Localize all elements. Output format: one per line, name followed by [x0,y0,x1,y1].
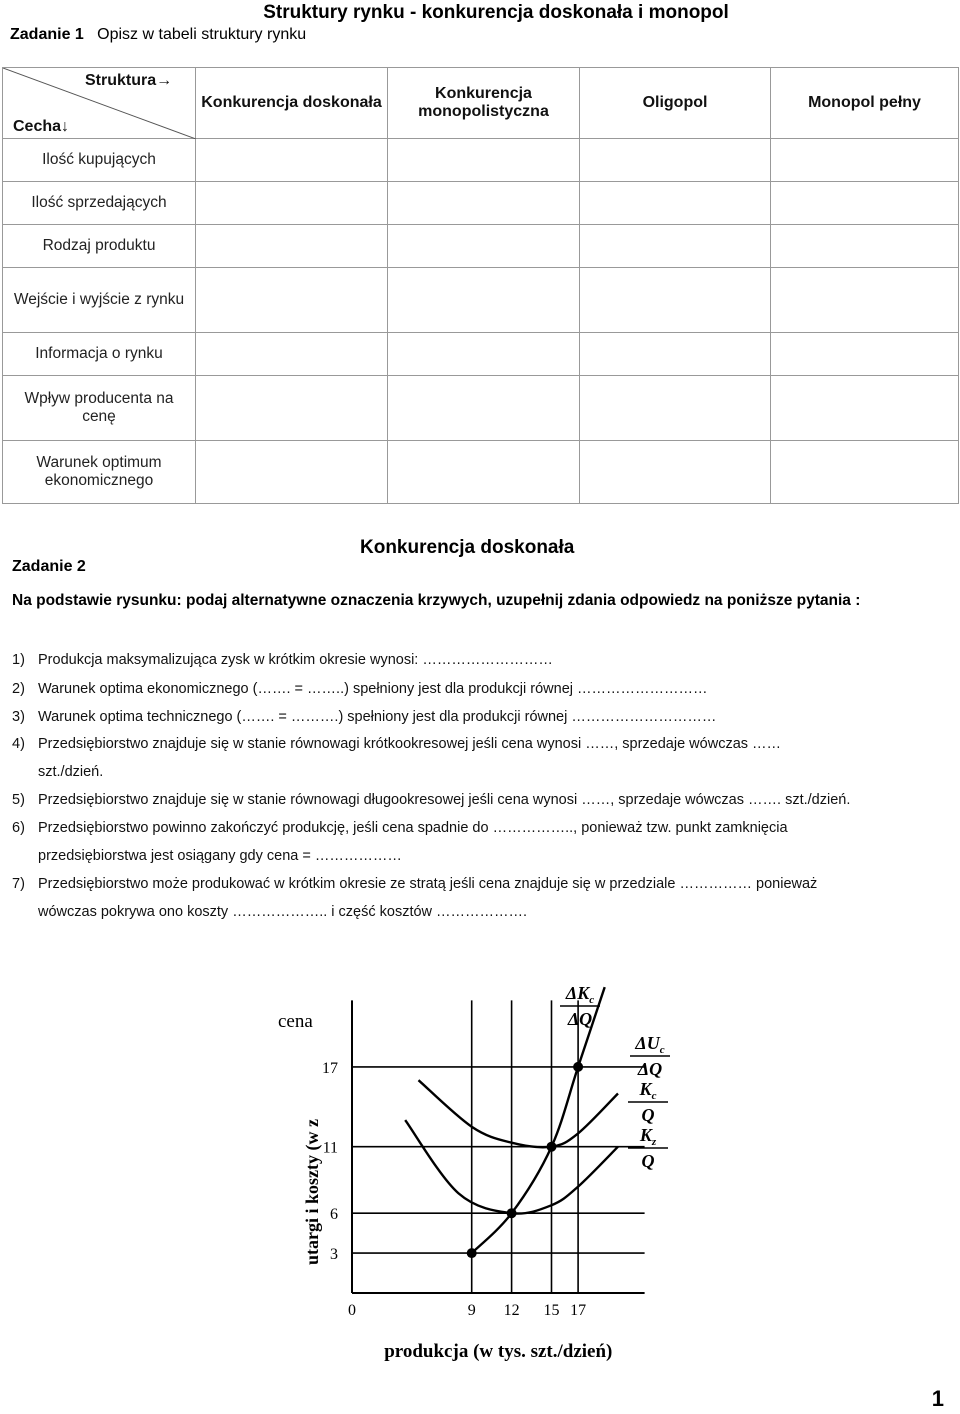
table-cell[interactable] [771,139,959,182]
table-cell[interactable] [388,376,580,441]
question-text: Warunek optima ekonomicznego (……. = ……..) spełniony jest dla produkcji równej ……………………… [38,681,708,697]
mc-curve-label-subscript: c [589,994,595,1006]
question-text-continued: wówczas pokrywa ono koszty ……………….. i część kosztów ………………. [38,904,528,920]
table-cell[interactable] [196,333,388,376]
table-cell[interactable] [388,441,580,504]
row-header: Rodzaj produktu [3,225,196,268]
table-cell[interactable] [580,139,771,182]
table-cell[interactable] [196,376,388,441]
question-text: Produkcja maksymalizująca zysk w krótkim okresie wynosi: ……………………… [38,652,553,668]
series-curve [419,1080,619,1147]
table-cell[interactable] [196,225,388,268]
question-number: 4) [12,736,25,752]
table-cell[interactable] [388,182,580,225]
question-number: 5) [12,792,25,808]
ac-curve-label-denominator: Q [641,1105,655,1125]
row-header: Wejście i wyjście z rynku [3,268,196,333]
x-tick-label: 15 [543,1302,560,1319]
question-item [12,786,952,814]
question-item [12,730,952,786]
grid-layer [352,1000,645,1293]
y-axis-label: utargi i koszty (w z [302,1119,322,1265]
intersection-point [547,1142,557,1152]
row-header: Ilość kupujących [3,139,196,182]
y-tick-label: 17 [322,1059,338,1077]
table-cell[interactable] [771,225,959,268]
task1-text: Opisz w tabeli struktury rynku [97,26,307,43]
question-item [12,646,952,674]
x-tick-label: 12 [503,1302,520,1319]
mc-curve-label-numerator: $\Delta K_c$ [565,983,595,1006]
table-cell[interactable] [388,225,580,268]
table-cell[interactable] [196,268,388,333]
col-header: Monopol pełny [771,68,959,139]
avc-curve-label-denominator: Q [641,1151,655,1171]
question-text-continued: szt./dzień. [38,764,104,780]
question-number: 2) [12,681,25,697]
question-text: Przedsiębiorstwo powinno zakończyć produkcję, jeśli cena spadnie do …………….., ponieważ tzw. punkt zamknięcia [38,820,788,836]
question-number: 3) [12,709,25,725]
table-cell[interactable] [771,182,959,225]
table-cell[interactable] [580,225,771,268]
row-header: Ilość sprzedających [3,182,196,225]
x-tick-label: 0 [348,1302,356,1319]
table-cell[interactable] [771,268,959,333]
task1-heading [10,26,306,44]
corner-structure-label: Struktura→ [85,72,173,89]
page-title: Struktury rynku - konkurencja doskonała i monopol [263,2,729,23]
y-tick-label: 3 [330,1246,338,1264]
task2-label: Zadanie 2 [12,558,86,575]
x-tick-label: 17 [570,1302,587,1319]
col-header: Oligopol [580,68,771,139]
y-label-top: cena [278,1011,313,1032]
question-text: Przedsiębiorstwo znajduje się w stanie równowagi długookresowej jeśli cena wynosi ……, sprzedaje wówczas ……. szt./dzień. [38,792,851,808]
row-header: Warunek optimum ekonomicznego [3,441,196,504]
avc-curve-label-numerator: $K_z$ [639,1125,657,1148]
task1-label: Zadanie 1 [10,26,84,43]
question-number: 1) [12,652,25,668]
table-corner-cell [3,68,196,139]
question-number: 7) [12,876,25,892]
table-cell[interactable] [388,268,580,333]
col-header: Konkurencja monopolistyczna [388,68,580,139]
row-header: Wpływ producenta na cenę [3,376,196,441]
corner-feature-label: Cecha↓ [13,118,70,135]
x-axis-label: produkcja (w tys. szt./dzień) [384,1341,613,1362]
cost-curves-chart [270,975,690,1385]
x-tick-label: 9 [467,1302,476,1319]
table-cell[interactable] [580,333,771,376]
question-text-continued: przedsiębiorstwa jest osiągany gdy cena = ……………… [38,848,402,864]
y-tick-label: 6 [330,1206,338,1224]
table-cell[interactable] [580,268,771,333]
table-cell[interactable] [580,182,771,225]
page-number: 1 [931,1386,944,1411]
table-cell[interactable] [388,139,580,182]
table-cell[interactable] [196,139,388,182]
ac-curve-label [628,1079,668,1125]
market-structure-table [2,67,959,504]
question-item [12,870,952,926]
question-item [12,814,952,870]
ac-curve-label-numerator: $K_c$ [639,1079,657,1102]
intersection-point [467,1248,477,1258]
question-text: Przedsiębiorstwo może produkować w krótkim okresie ze stratą jeśli cena znajduje się w przedziale …………… ponieważ [38,876,818,892]
y-tick-label: 11 [322,1139,338,1157]
task2-instruction: Na podstawie rysunku: podaj alternatywne oznaczenia krzywych, uzupełnij zdania odpowiedz na poniższe pytania : [12,592,861,609]
table-cell[interactable] [771,376,959,441]
mr-curve-label [630,1033,670,1079]
ac-curve-label-subscript: c [651,1090,657,1102]
row-header: Informacja o rynku [3,333,196,376]
question-item [12,703,952,731]
table-cell[interactable] [771,333,959,376]
question-text: Warunek optima technicznego (……. = ……….) spełniony jest dla produkcji równej ………………………… [38,709,717,725]
task2-header: Konkurencja doskonała [360,537,575,558]
mr-curve-label-denominator: ΔQ [637,1059,663,1079]
table-cell[interactable] [771,441,959,504]
table-cell[interactable] [580,441,771,504]
table-cell[interactable] [196,441,388,504]
mc-curve-label-denominator: ΔQ [567,1009,593,1029]
avc-curve-label-subscript: z [651,1136,657,1148]
intersection-point [507,1208,517,1218]
col-header: Konkurencja doskonała [196,68,388,139]
mr-curve-label-subscript: c [659,1044,665,1056]
intersection-point [573,1062,583,1072]
label-layer [278,983,670,1362]
question-item [12,675,952,703]
question-number: 6) [12,820,25,836]
question-text: Przedsiębiorstwo znajduje się w stanie równowagi krótkookresowej jeśli cena wynosi ……, sprzedaje wówczas …… [38,736,782,752]
mr-curve-label-numerator: $\Delta U_c$ [635,1033,665,1056]
table-cell[interactable] [580,376,771,441]
avc-curve-label [628,1125,668,1171]
table-cell[interactable] [196,182,388,225]
table-cell[interactable] [388,333,580,376]
